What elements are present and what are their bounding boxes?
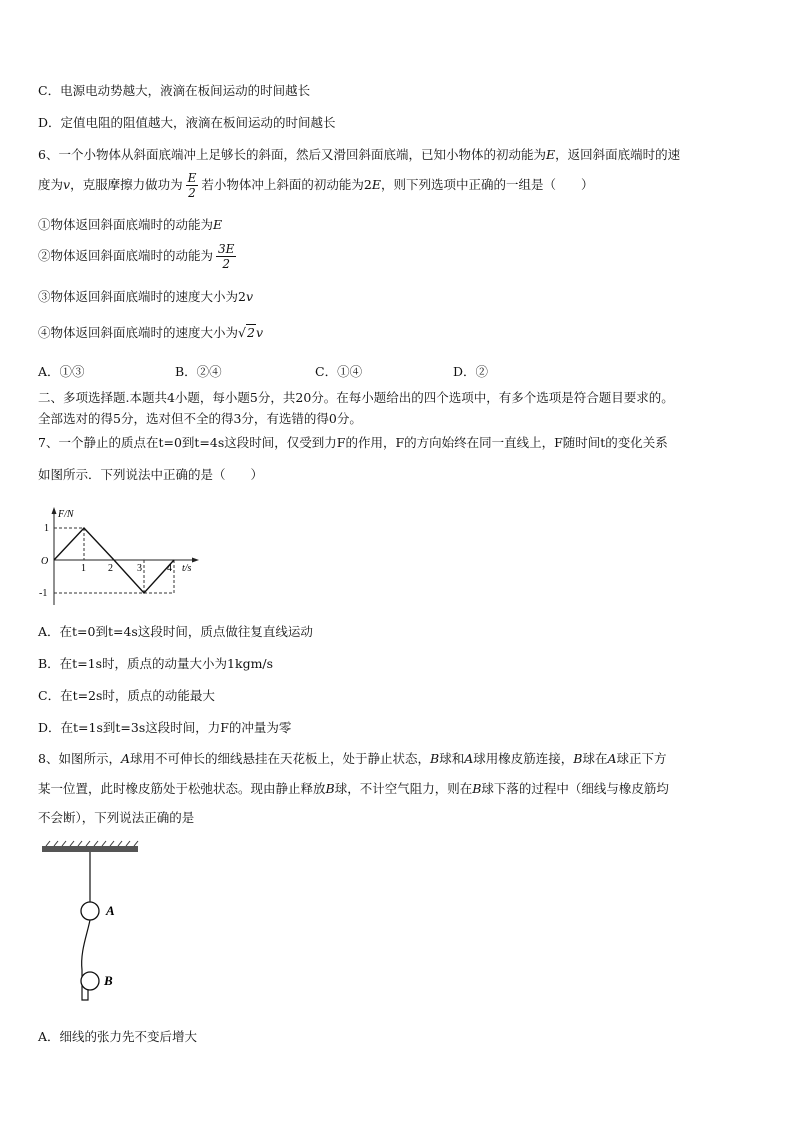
- q6-stem-line2: 度为v，克服摩擦力做功为 $\frac{E}{2}$ 若小物体冲上斜面的初动能为2E，则下列选项中正确的一组是（ ）: [38, 171, 594, 200]
- q8-stem-line1: 8、如图所示，A球用不可伸长的细线悬挂在天花板上，处于静止状态，B球和A球用橡皮筋连接，B球在A球正下方: [38, 751, 667, 766]
- q7-option-c: C．在t=2s时，质点的动能最大: [38, 688, 215, 703]
- q6-stem-line1: 6、一个小物体从斜面底端冲上足够长的斜面，然后又滑回斜面底端，已知小物体的初动能为E，返回斜面底端时的速: [38, 147, 681, 162]
- figure-label-a: A: [106, 903, 115, 918]
- q6-option-a: A．①③: [38, 364, 85, 379]
- fraction-3e-over-2: $\frac{3E}{2}$: [218, 242, 235, 271]
- q8-option-a: A．细线的张力先不变后增大: [38, 1029, 198, 1044]
- graph-xtick-4: 4: [167, 563, 172, 574]
- q6-statement-3: ③物体返回斜面底端时的速度大小为2v: [38, 289, 254, 304]
- ceiling: [42, 846, 138, 852]
- graph-xlabel: t/s: [182, 563, 192, 574]
- fraction-e-over-2: $\frac{E}{2}$: [187, 171, 197, 200]
- q7-option-d: D．在t=1s到t=3s这段时间，力F的冲量为零: [38, 720, 292, 735]
- q7-force-time-graph: [36, 505, 208, 609]
- q6-option-c: C．①④: [315, 364, 363, 379]
- q6-option-b: B．②④: [175, 364, 222, 379]
- graph-ytick-1: 1: [44, 523, 49, 534]
- q7-stem-line2: 如图所示．下列说法中正确的是（ ）: [38, 467, 264, 482]
- q7-option-a: A．在t=0到t=4s这段时间，质点做往复直线运动: [38, 624, 313, 639]
- graph-xtick-1: 1: [81, 563, 86, 574]
- q5-option-d: D．定值电阻的阻值越大，液滴在板间运动的时间越长: [38, 115, 336, 130]
- q6-statement-2: ②物体返回斜面底端时的动能为 $\frac{3E}{2}$: [38, 242, 235, 271]
- graph-ytick-minus1: -1: [39, 588, 48, 599]
- figure-label-b: B: [104, 973, 113, 988]
- graph-ylabel: F/N: [58, 509, 74, 520]
- q6-statement-4: ④物体返回斜面底端时的速度大小为√2v: [38, 325, 263, 340]
- ball-b: [81, 972, 99, 990]
- q8-stem-line2: 某一位置，此时橡皮筋处于松弛状态。现由静止释放B球，不计空气阻力，则在B球下落的过程中（细线与橡皮筋均: [38, 781, 669, 796]
- q6-statement-1: ①物体返回斜面底端时的动能为E: [38, 217, 223, 232]
- sqrt-2-v: √2: [238, 325, 255, 340]
- q8-stem-line3: 不会断），下列说法正确的是: [38, 810, 195, 825]
- section2-line2: 全部选对的得5分，选对但不全的得3分，有选错的得0分。: [38, 411, 362, 426]
- q6-options: [38, 366, 758, 380]
- graph-origin: O: [41, 556, 49, 567]
- q5-option-c: C．电源电动势越大，液滴在板间运动的时间越长: [38, 83, 311, 98]
- section2-line1: 二、多项选择题.本题共4小题，每小题5分，共20分。在每小题给出的四个选项中，有多个选项是符合题目要求的。: [38, 390, 674, 405]
- q7-option-b: B．在t=1s时，质点的动量大小为1kgm/s: [38, 656, 274, 671]
- q6-option-d: D．②: [453, 364, 489, 379]
- graph-xtick-2: 2: [108, 563, 113, 574]
- ball-a: [81, 902, 99, 920]
- q8-hanging-balls-figure: [40, 840, 150, 1020]
- q7-stem-line1: 7、一个静止的质点在t=0到t=4s这段时间，仅受到力F的作用，F的方向始终在同一直线上，F随时间t的变化关系: [38, 435, 668, 450]
- graph-xtick-3: 3: [137, 563, 142, 574]
